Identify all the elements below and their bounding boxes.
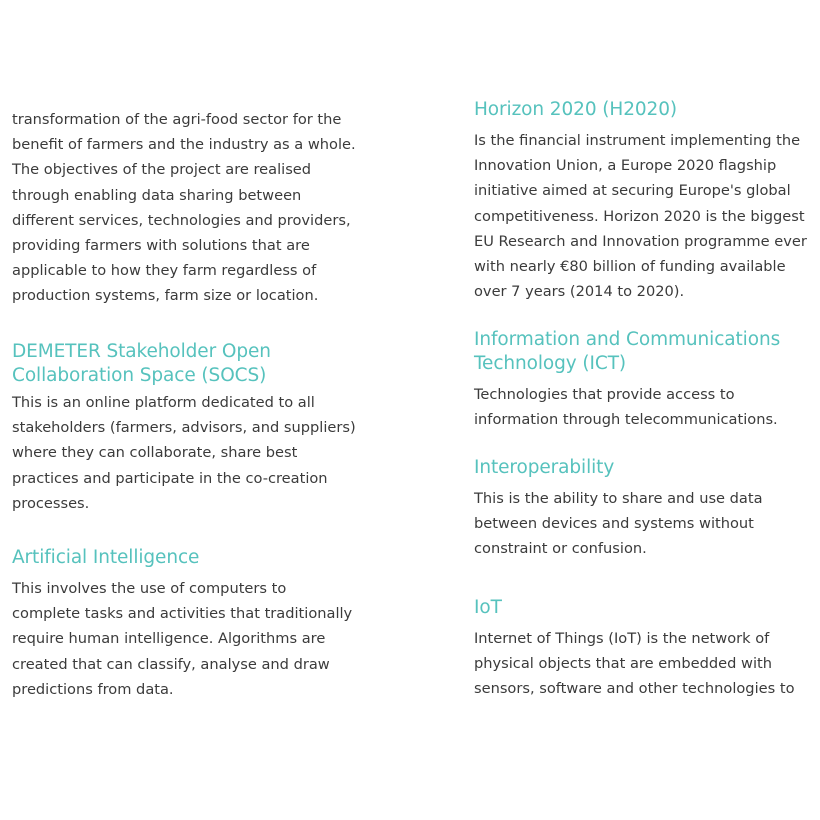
ai-section [12, 546, 362, 702]
text-line: with nearly €80 billion of funding available [474, 258, 786, 276]
text-line: different services, technologies and providers, [12, 211, 351, 229]
text-line: Is the financial instrument implementing the [474, 132, 801, 149]
text-line: created that can classify, analyse and draw [12, 655, 330, 673]
text-line: sensors, software and other technologies to [474, 680, 795, 698]
ai-text [12, 576, 362, 702]
socs-text [12, 390, 362, 516]
text-line: This involves the use of computers to [12, 580, 287, 597]
intro-section [12, 107, 362, 309]
text-line: initiative aimed at securing Europe's global [474, 182, 791, 200]
socs-section [12, 340, 362, 516]
h2020-text [474, 128, 814, 304]
text-line: competitiveness. Horizon 2020 is the biggest [474, 207, 805, 225]
intro-text [12, 107, 362, 309]
iot-text [474, 626, 814, 702]
text-line: The objectives of the project are realised [12, 161, 312, 179]
text-line: benefit of farmers and the industry as a whole. [12, 136, 356, 154]
interoperability-heading: Interoperability [474, 457, 615, 478]
ict-text [474, 382, 814, 432]
text-line: providing farmers with solutions that are [12, 237, 310, 255]
text-line: transformation of the agri-food sector for the [12, 111, 342, 128]
ict-heading: Information and Communications Technology (ICT) [474, 329, 781, 374]
text-line: complete tasks and activities that traditionally [12, 605, 353, 623]
text-line: physical objects that are embedded with [474, 655, 773, 673]
text-line: information through telecommunications. [474, 411, 778, 429]
text-line: This is an online platform dedicated to all [12, 394, 315, 411]
text-line: processes. [12, 494, 90, 512]
text-line: where they can collaborate, share best [12, 444, 298, 462]
text-line: Innovation Union, a Europe 2020 flagship [474, 157, 777, 175]
text-line: production systems, farm size or location. [12, 287, 319, 305]
text-line: Internet of Things (IoT) is the network of [474, 630, 770, 647]
socs-heading: DEMETER Stakeholder Open Collaboration Space (SOCS) [12, 341, 271, 386]
text-line: over 7 years (2014 to 2020). [474, 283, 685, 301]
interoperability-text [474, 486, 814, 562]
interoperability-section [474, 456, 814, 562]
text-line: applicable to how they farm regardless of [12, 262, 317, 280]
text-line: constraint or confusion. [474, 540, 647, 558]
text-line: stakeholders (farmers, advisors, and suppliers) [12, 419, 356, 437]
ict-section [474, 328, 814, 432]
h2020-section [474, 98, 814, 304]
text-line: practices and participate in the co-creation [12, 469, 328, 487]
iot-section [474, 596, 814, 702]
text-line: Technologies that provide access to [474, 386, 735, 403]
ai-heading: Artificial Intelligence [12, 547, 200, 568]
text-line: between devices and systems without [474, 515, 754, 533]
text-line: require human intelligence. Algorithms are [12, 630, 326, 648]
text-line: EU Research and Innovation programme ever [474, 232, 807, 250]
text-line: predictions from data. [12, 680, 174, 698]
iot-heading: IoT [474, 597, 502, 618]
text-line: through enabling data sharing between [12, 186, 302, 204]
h2020-heading: Horizon 2020 (H2020) [474, 99, 677, 120]
text-line: This is the ability to share and use data [474, 490, 763, 507]
